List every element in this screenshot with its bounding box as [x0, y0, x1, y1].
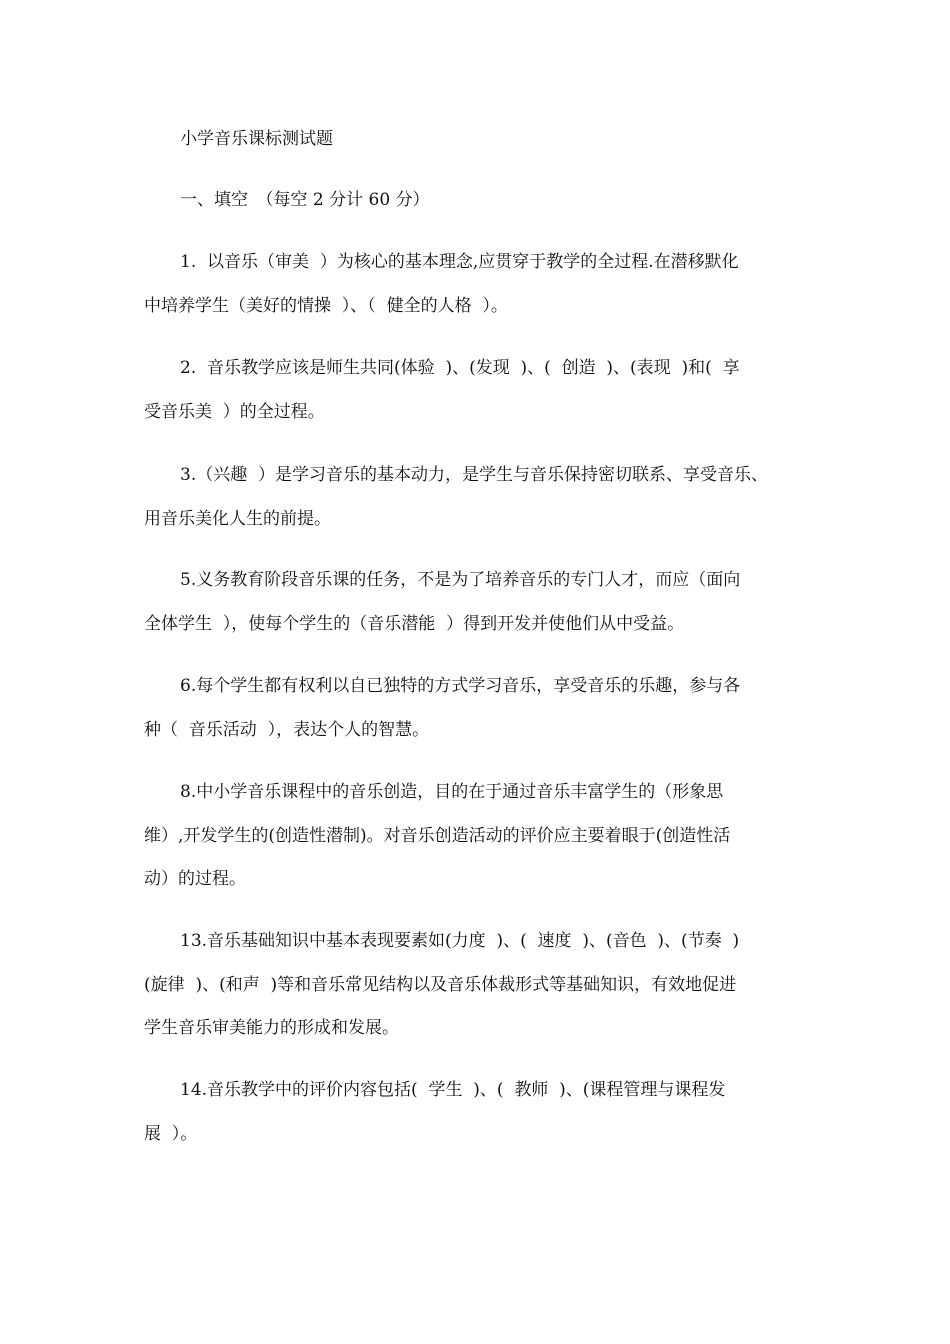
question-8-line-1: 8.中小学音乐课程中的音乐创造，目的在于通过音乐丰富学生的（形象思 — [180, 782, 724, 802]
question-8-line-3: 动）的过程。 — [144, 869, 246, 889]
section-heading: 一、填空 （每空 2 分计 60 分） — [180, 190, 430, 210]
question-3-line-1: 3.（兴趣 ）是学习音乐的基本动力，是学生与音乐保持密切联系、享受音乐、 — [180, 465, 769, 485]
question-3-line-2: 用音乐美化人生的前提。 — [144, 509, 331, 529]
question-2-line-2: 受音乐美 ）的全过程。 — [144, 402, 325, 422]
question-13-line-3: 学生音乐审美能力的形成和发展。 — [144, 1018, 399, 1038]
question-14-line-2: 展 ）。 — [144, 1124, 198, 1144]
question-6-line-1: 6.每个学生都有权利以自已独特的方式学习音乐，享受音乐的乐趣，参与各 — [180, 676, 741, 696]
question-6-line-2: 种（ 音乐活动 ），表达个人的智慧。 — [144, 720, 430, 740]
question-5-line-2: 全体学生 ），使每个学生的（音乐潜能 ）得到开发并使他们从中受益。 — [144, 614, 685, 634]
question-1-line-1: 1. 以音乐（审美 ）为核心的基本理念,应贯穿于教学的全过程.在潜移默化 — [180, 252, 739, 272]
question-13-line-2: (旋律 )、(和声 )等和音乐常见结构以及音乐体裁形式等基础知识，有效地促进 — [144, 975, 737, 995]
question-2-line-1: 2. 音乐教学应该是师生共同(体验 )、(发现 )、( 创造 )、(表现 )和( 享 — [180, 358, 740, 378]
question-14-line-1: 14.音乐教学中的评价内容包括( 学生 )、( 教师 )、(课程管理与课程发 — [180, 1080, 726, 1100]
document-title: 小学音乐课标测试题 — [180, 129, 333, 149]
question-8-line-2: 维）,开发学生的(创造性潜制)。对音乐创造活动的评价应主要着眼于(创造性活 — [144, 826, 731, 846]
question-13-line-1: 13.音乐基础知识中基本表现要素如(力度 )、( 速度 )、(音色 )、(节奏 ) — [180, 931, 740, 951]
question-1-line-2: 中培养学生（美好的情操 ）、（ 健全的人格 ）。 — [144, 296, 508, 316]
question-5-line-1: 5.义务教育阶段音乐课的任务，不是为了培养音乐的专门人才，而应（面向 — [180, 570, 741, 590]
